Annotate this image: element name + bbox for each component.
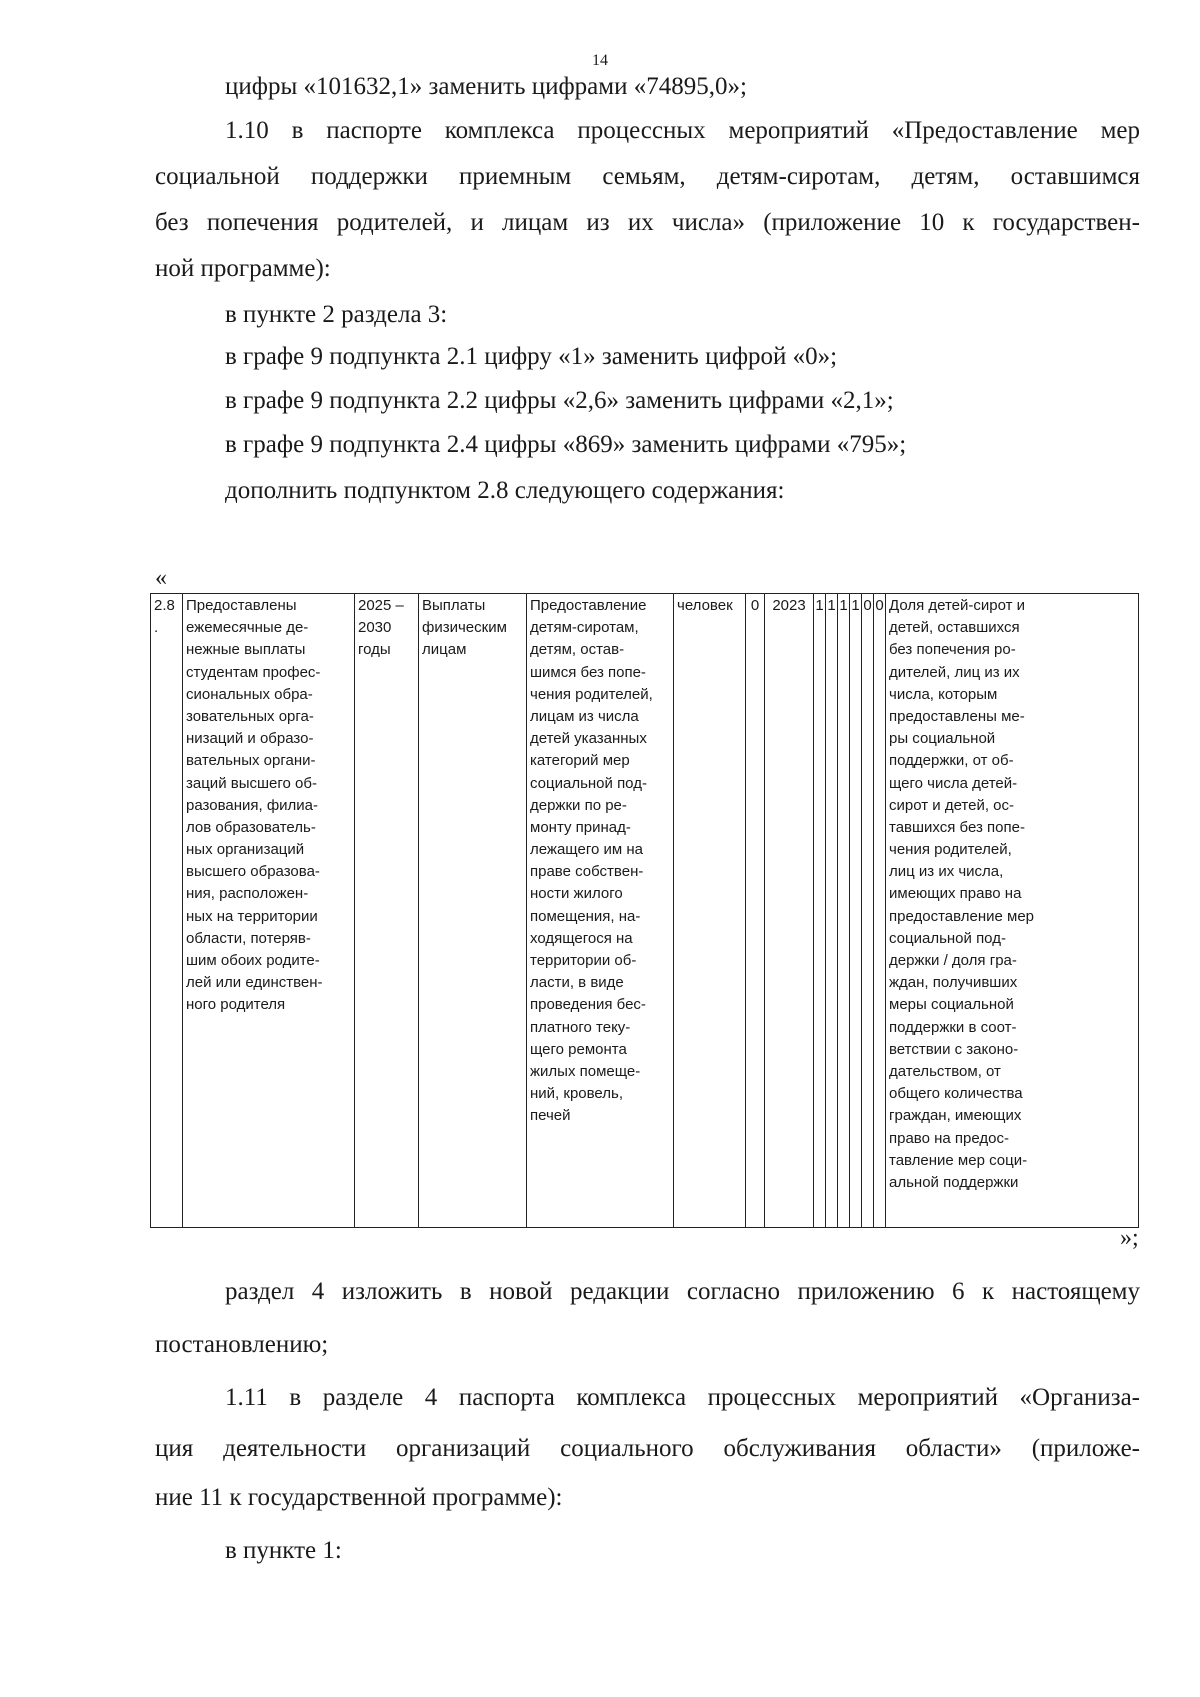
cell-unit: человек [674, 594, 746, 1228]
page-number: 14 [592, 52, 608, 69]
cell-type: Выплаты физическим лицам [419, 594, 527, 1228]
paragraph-1-11-line-3: ние 11 к государственной программе): [155, 1484, 563, 1511]
cell-value-2029: 0 [862, 594, 874, 1228]
cell-period: 2025 – 2030 годы [355, 594, 419, 1228]
paragraph-section-4-line-2: постановлению; [155, 1331, 329, 1358]
paragraph-1-10-line-3: без попечения родителей, и лицам из их числа» (приложение 10 к государствен- [155, 209, 1140, 236]
paragraph-section-3: в пункте 2 раздела 3: [225, 301, 448, 328]
table-row [151, 594, 1139, 1228]
cell-base-value: 0 [746, 594, 765, 1228]
paragraph-2-2: в графе 9 подпункта 2.2 цифры «2,6» заменить цифрами «2,1»; [225, 387, 894, 414]
cell-number: 2.8 . [151, 594, 183, 1228]
cell-value-2026: 1 [826, 594, 838, 1228]
paragraph-2-4: в графе 9 подпункта 2.4 цифры «869» заменить цифрами «795»; [225, 431, 907, 458]
cell-base-year: 2023 [765, 594, 814, 1228]
paragraph-point-1: в пункте 1: [225, 1537, 342, 1564]
paragraph-1-11-line-2: ция деятельности организаций социального обслуживания области» (приложе- [155, 1435, 1140, 1462]
cell-indicator: Доля детей-сирот и детей, оставшихся без попечения ро- дителей, лиц из их числа, которым предоставлены ме- ры социальной поддержки, от об- щего числа детей- сирот и детей, ос- тавшихся без попе- чения родителей, лиц из их числа, имеющих право на предоставление мер социальной под- держки / доля гра- ждан, получивших меры социальной поддержки в соот- ветствии с законо- дательством, от общего количества граждан, имеющих право на предос- тавление мер соци- альной поддержки [886, 594, 1139, 1228]
paragraph-1-11-line-1: 1.11 в разделе 4 паспорта комплекса процессных мероприятий «Организа- [225, 1384, 1140, 1411]
paragraph-2-1: в графе 9 подпункта 2.1 цифру «1» заменить цифрой «0»; [225, 343, 838, 370]
paragraph-1-10-line-2: социальной поддержки приемным семьям, детям-сиротам, детям, оставшимся [155, 163, 1140, 190]
cell-value-2027: 1 [838, 594, 850, 1228]
paragraph-section-4-line-1: раздел 4 изложить в новой редакции согласно приложению 6 к настоящему [225, 1278, 1140, 1305]
cell-value-2028: 1 [850, 594, 862, 1228]
paragraph-1-10-line-4: ной программе): [155, 255, 331, 282]
paragraph-1-10-line-1: 1.10 в паспорте комплекса процессных мероприятий «Предоставление мер [225, 117, 1140, 144]
quote-close: »; [1120, 1225, 1139, 1251]
paragraph-add-2-8: дополнить подпунктом 2.8 следующего содержания: [225, 477, 785, 504]
cell-name: Предоставлены ежемесячные де- нежные выплаты студентам профес- сиональных обра- зовательных орга- низаций и образо- вательных органи- заций высшего об- разования, филиа- лов образователь- ных организаций высшего образова- ния, расположен- ных на территории области, потеряв- шим обоих родите- лей или единствен- ного родителя [183, 594, 355, 1228]
amendment-table [150, 593, 1139, 1228]
paragraph-digits-replace: цифры «101632,1» заменить цифрами «74895,0»; [225, 73, 747, 100]
quote-open: « [155, 565, 167, 591]
cell-description: Предоставление детям-сиротам, детям, остав- шимся без попе- чения родителей, лицам из числа детей указанных категорий мер социальной под- держки по ре- монту принад- лежащего им на праве собствен- ности жилого помещения, на- ходящегося на территории об- ласти, в виде проведения бес- платного теку- щего ремонта жилых помеще- ний, кровель, печей [527, 594, 674, 1228]
cell-value-2025: 1 [814, 594, 826, 1228]
cell-value-2030: 0 [874, 594, 886, 1228]
